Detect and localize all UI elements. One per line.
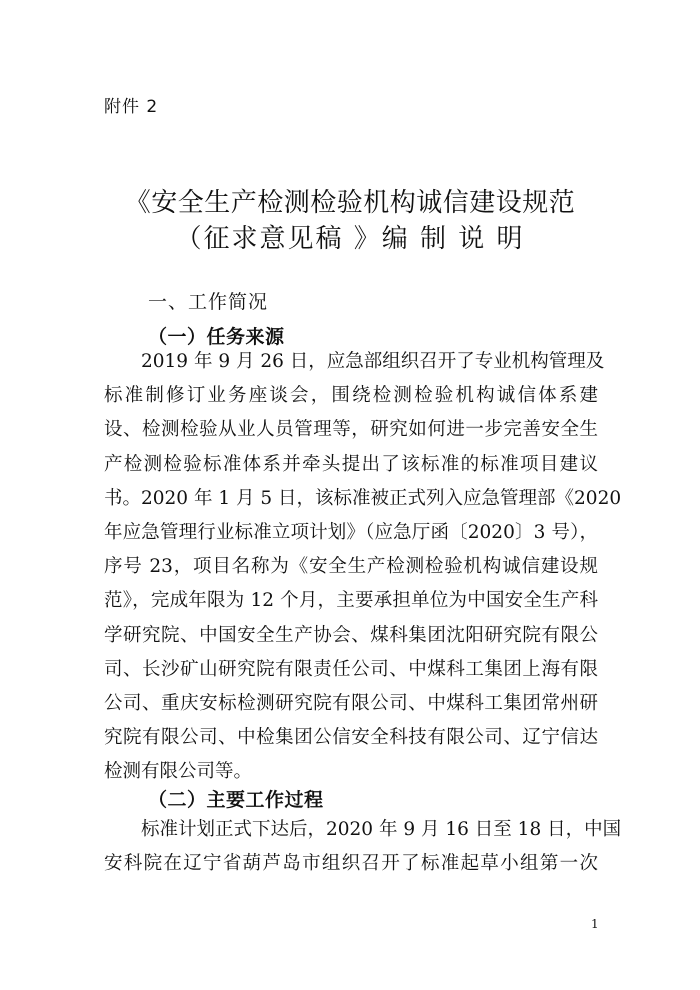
paragraph-line: 究院有限公司、中检集团公信安全科技有限公司、辽宁信达 bbox=[104, 727, 598, 749]
paragraph-line: 2019 年 9 月 26 日，应急部组织召开了专业机构管理及 bbox=[141, 351, 605, 372]
paragraph-line: 年应急管理行业标准立项计划》（应急厅函〔2020〕3 号）， bbox=[104, 521, 598, 543]
paragraph-line: 设、检测检验从业人员管理等，研究如何进一步完善安全生 bbox=[104, 419, 598, 441]
paragraph-line: 学研究院、中国安全生产协会、煤科集团沈阳研究院有限公 bbox=[104, 624, 598, 646]
paragraph-line: 书。2020 年 1 月 5 日，该标准被正式列入应急管理部《2020 bbox=[104, 487, 622, 509]
document-title-line-1: 《安全生产检测检验机构诚信建设规范 bbox=[124, 188, 576, 218]
paragraph-line: 范》，完成年限为 12 个月，主要承担单位为中国安全生产科 bbox=[104, 590, 598, 612]
section-heading-work-overview: 一、工作简况 bbox=[148, 291, 269, 313]
paragraph-task-source bbox=[104, 345, 622, 789]
paragraph-line: 司、长沙矿山研究院有限责任公司、中煤科工集团上海有限 bbox=[104, 658, 598, 680]
paragraph-line: 安科院在辽宁省葫芦岛市组织召开了标准起草小组第一次 bbox=[104, 853, 598, 875]
paragraph-work-process bbox=[104, 813, 622, 881]
document-title-line-2: （征求意见稿 》编 制 说 明 bbox=[175, 224, 525, 254]
annex-label: 附件 2 bbox=[104, 97, 159, 117]
page-number: 1 bbox=[591, 917, 599, 931]
paragraph-line: 产检测检验标准体系并牵头提出了该标准的标准项目建议 bbox=[104, 453, 598, 475]
subsection-heading-work-process: （二）主要工作过程 bbox=[148, 789, 324, 811]
paragraph-line: 标准计划正式下达后，2020 年 9 月 16 日至 18 日，中国 bbox=[141, 819, 622, 840]
paragraph-line: 序号 23，项目名称为《安全生产检测检验机构诚信建设规 bbox=[104, 556, 598, 578]
paragraph-line: 检测有限公司等。 bbox=[104, 761, 253, 783]
subsection-heading-task-source: （一）任务来源 bbox=[148, 326, 285, 348]
paragraph-line: 标准制修订业务座谈会，围绕检测检验机构诚信体系建 bbox=[104, 385, 598, 407]
paragraph-line: 公司、重庆安标检测研究院有限公司、中煤科工集团常州研 bbox=[104, 692, 598, 714]
